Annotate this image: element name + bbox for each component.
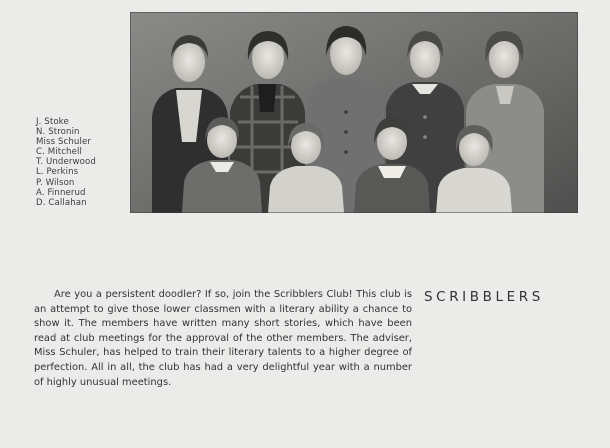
caption-name: T. Underwood: [36, 157, 96, 168]
caption-name: A. Finnerud: [36, 187, 86, 198]
caption-name: C. Mitchell: [36, 147, 82, 158]
caption-name: L. Perkins: [36, 167, 79, 178]
club-description: Are you a persistent doodler? If so, join the Scribblers Club! This club is an attempt to give those lower classmen with a literary ability a chance to show it. The members have written many short stories, which have been read at club meetings for the approval of the other members. The adviser, Miss Schuler, has helped to train their literary talents to a higher degree of perfection. All in all, the club has had a very delightful year with a number of highly unusual meetings.: [34, 289, 412, 388]
caption-name: N. Stronin: [36, 127, 80, 138]
club-group-photo: [130, 12, 578, 213]
caption-name: Miss Schuler: [36, 137, 91, 148]
caption-name: J. Stoke: [36, 117, 69, 127]
caption-name: P. Wilson: [36, 177, 75, 188]
caption-name: D. Callahan: [36, 197, 87, 208]
photo-caption-names: [36, 117, 131, 208]
club-title: SCRIBBLERS: [424, 289, 544, 305]
